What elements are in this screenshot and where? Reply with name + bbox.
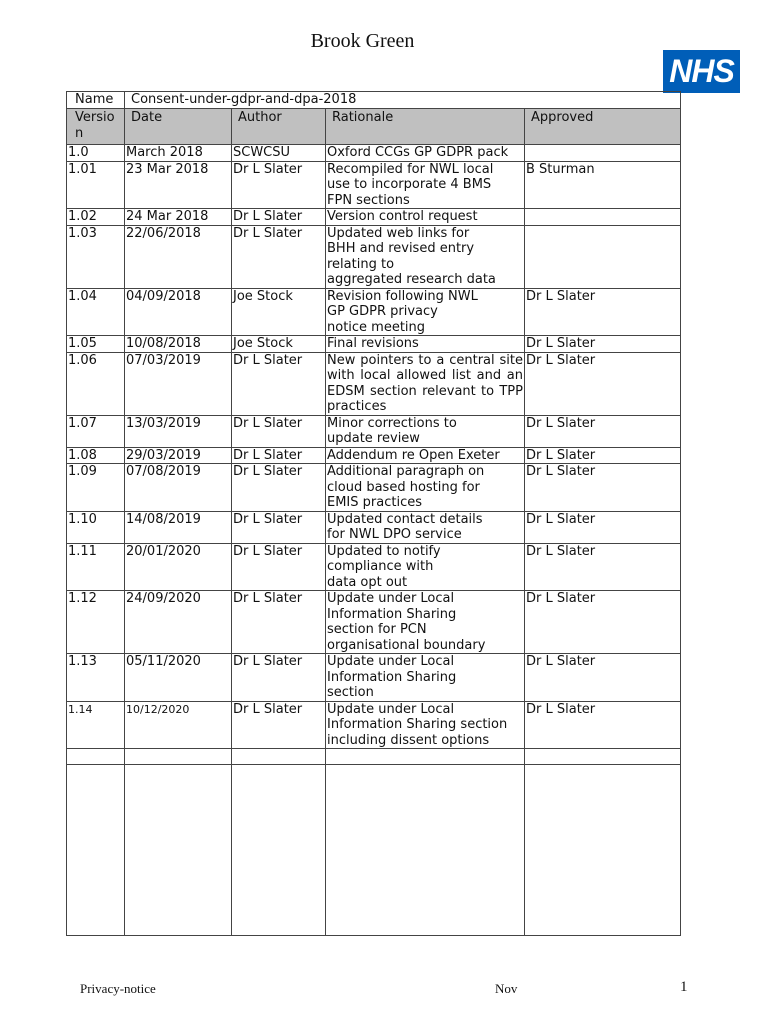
- cell-version: 1.02: [67, 209, 125, 226]
- footer-date: Nov: [495, 981, 518, 996]
- table-row: [67, 209, 681, 226]
- table-row: [67, 161, 681, 209]
- cell-approved: Dr L Slater: [525, 464, 681, 512]
- cell-date: 22/06/2018: [125, 225, 232, 288]
- cell-version: 1.11: [67, 543, 125, 591]
- cell-author: Dr L Slater: [232, 447, 326, 464]
- nhs-logo-text: NHS: [669, 53, 734, 89]
- cell-rationale: Final revisions: [326, 336, 525, 353]
- cell-approved: Dr L Slater: [525, 654, 681, 702]
- cell-author: Dr L Slater: [232, 701, 326, 749]
- cell-date: 07/03/2019: [125, 352, 232, 415]
- cell-approved: Dr L Slater: [525, 447, 681, 464]
- cell-version: 1.09: [67, 464, 125, 512]
- empty-cell: [125, 765, 232, 936]
- table-row: [67, 447, 681, 464]
- cell-author: SCWCSU: [232, 145, 326, 162]
- cell-version: 1.06: [67, 352, 125, 415]
- cell-date: 07/08/2019: [125, 464, 232, 512]
- blank-row: [67, 765, 681, 936]
- cell-date: 04/09/2018: [125, 288, 232, 336]
- cell-author: Dr L Slater: [232, 209, 326, 226]
- cell-rationale: Update under Local Information Sharing section for PCN organisational boundary: [326, 591, 525, 654]
- name-label: Name: [67, 92, 125, 109]
- cell-approved: Dr L Slater: [525, 591, 681, 654]
- column-header-version: Versio n: [67, 109, 125, 145]
- name-row: [67, 92, 681, 109]
- cell-author: Dr L Slater: [232, 543, 326, 591]
- cell-approved: B Sturman: [525, 161, 681, 209]
- table-row: [67, 701, 681, 749]
- cell-date: 23 Mar 2018: [125, 161, 232, 209]
- cell-author: Dr L Slater: [232, 464, 326, 512]
- table-row: [67, 654, 681, 702]
- cell-rationale: Additional paragraph on cloud based hosting for EMIS practices: [326, 464, 525, 512]
- table-row: [67, 543, 681, 591]
- cell-version: 1.01: [67, 161, 125, 209]
- cell-approved: Dr L Slater: [525, 543, 681, 591]
- table-row: [67, 415, 681, 447]
- cell-author: Joe Stock: [232, 288, 326, 336]
- cell-rationale: Recompiled for NWL local use to incorporate 4 BMS FPN sections: [326, 161, 525, 209]
- cell-author: Dr L Slater: [232, 511, 326, 543]
- empty-cell: [525, 749, 681, 765]
- cell-author: Dr L Slater: [232, 225, 326, 288]
- cell-author: Dr L Slater: [232, 352, 326, 415]
- empty-cell: [125, 749, 232, 765]
- document-title: Brook Green: [310, 30, 415, 52]
- cell-author: Dr L Slater: [232, 415, 326, 447]
- table-row: [67, 464, 681, 512]
- table-row: [67, 288, 681, 336]
- cell-rationale: Update under Local Information Sharing section: [326, 654, 525, 702]
- cell-date: 29/03/2019: [125, 447, 232, 464]
- cell-approved: Dr L Slater: [525, 511, 681, 543]
- cell-approved: [525, 209, 681, 226]
- cell-date: 13/03/2019: [125, 415, 232, 447]
- cell-date: 05/11/2020: [125, 654, 232, 702]
- cell-rationale: Minor corrections to update review: [326, 415, 525, 447]
- cell-version: 1.14: [67, 701, 125, 749]
- cell-approved: [525, 225, 681, 288]
- cell-version: 1.03: [67, 225, 125, 288]
- cell-author: Joe Stock: [232, 336, 326, 353]
- empty-cell: [67, 749, 125, 765]
- cell-approved: Dr L Slater: [525, 701, 681, 749]
- footer-document-name: Privacy-notice: [80, 981, 156, 996]
- table-row: [67, 336, 681, 353]
- cell-date: March 2018: [125, 145, 232, 162]
- cell-approved: [525, 145, 681, 162]
- cell-version: 1.12: [67, 591, 125, 654]
- column-header-approved: Approved: [525, 109, 681, 145]
- cell-date: 24/09/2020: [125, 591, 232, 654]
- cell-version: 1.10: [67, 511, 125, 543]
- table-header-row: [67, 109, 681, 145]
- column-header-author: Author: [232, 109, 326, 145]
- cell-date: 24 Mar 2018: [125, 209, 232, 226]
- cell-version: 1.07: [67, 415, 125, 447]
- cell-date: 10/08/2018: [125, 336, 232, 353]
- empty-row: [67, 749, 681, 765]
- empty-cell: [67, 765, 125, 936]
- cell-author: Dr L Slater: [232, 591, 326, 654]
- empty-cell: [232, 765, 326, 936]
- empty-cell: [525, 765, 681, 936]
- column-header-rationale: Rationale: [326, 109, 525, 145]
- cell-rationale: Oxford CCGs GP GDPR pack: [326, 145, 525, 162]
- name-value: Consent-under-gdpr-and-dpa-2018: [125, 92, 681, 109]
- cell-rationale: Updated web links for BHH and revised entry relating to aggregated research data: [326, 225, 525, 288]
- cell-rationale: Update under Local Information Sharing section including dissent options: [326, 701, 525, 749]
- nhs-logo: [663, 50, 740, 93]
- cell-version: 1.0: [67, 145, 125, 162]
- empty-cell: [232, 749, 326, 765]
- table-row: [67, 145, 681, 162]
- cell-approved: Dr L Slater: [525, 336, 681, 353]
- cell-rationale: Addendum re Open Exeter: [326, 447, 525, 464]
- cell-version: 1.05: [67, 336, 125, 353]
- table-row: [67, 225, 681, 288]
- cell-date: 20/01/2020: [125, 543, 232, 591]
- table-row: [67, 591, 681, 654]
- cell-version: 1.04: [67, 288, 125, 336]
- cell-rationale: Updated to notify compliance with data opt out: [326, 543, 525, 591]
- cell-approved: Dr L Slater: [525, 288, 681, 336]
- empty-cell: [326, 765, 525, 936]
- cell-approved: Dr L Slater: [525, 415, 681, 447]
- cell-author: Dr L Slater: [232, 161, 326, 209]
- cell-version: 1.08: [67, 447, 125, 464]
- cell-rationale: Updated contact details for NWL DPO service: [326, 511, 525, 543]
- cell-author: Dr L Slater: [232, 654, 326, 702]
- table-row: [67, 511, 681, 543]
- cell-rationale: Version control request: [326, 209, 525, 226]
- cell-rationale: Revision following NWL GP GDPR privacy notice meeting: [326, 288, 525, 336]
- page-number: 1: [680, 979, 688, 995]
- cell-version: 1.13: [67, 654, 125, 702]
- empty-cell: [326, 749, 525, 765]
- table-row: [67, 352, 681, 415]
- version-control-table: [66, 91, 681, 936]
- column-header-date: Date: [125, 109, 232, 145]
- cell-rationale: New pointers to a central site with local allowed list and an EDSM section relevant to TPP practices: [327, 352, 523, 414]
- cell-date: 10/12/2020: [125, 701, 232, 749]
- cell-date: 14/08/2019: [125, 511, 232, 543]
- cell-approved: Dr L Slater: [525, 352, 681, 415]
